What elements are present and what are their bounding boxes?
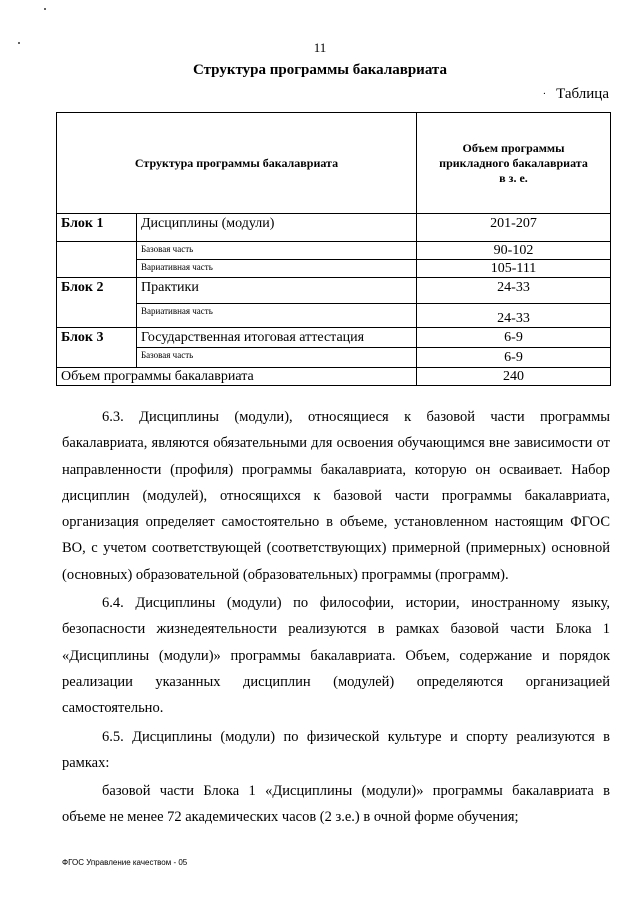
header-volume-line-2: прикладного бакалавриата: [439, 155, 588, 170]
block3-label: Блок 3: [57, 328, 137, 368]
page-number: 11: [313, 40, 327, 55]
block2-label: Блок 2: [57, 278, 137, 304]
paragraph-6-5-item: базовой части Блока 1 «Дисциплины (модули)» программы бакалавриата в объеме не менее 72 академических часов (2 з.е.) в очной форме обучения;: [62, 783, 610, 826]
header-volume: [417, 113, 611, 214]
block3-value: 6-9: [417, 328, 611, 348]
table-row: [57, 214, 611, 242]
block2-name: Практики: [137, 278, 417, 304]
paragraph-6-4: 6.4. Дисциплины (модули) по философии, истории, иностранному языку, безопасности жизнедеятельности реализуются в рамках базовой части Блока 1 «Дисциплины (модули)» программы бакалавриата. Объем, содержание и порядок реализации указанных дисциплин (модулей) определяются организацией самостоятельно.: [62, 595, 610, 717]
block2-var-value: 24-33: [417, 304, 611, 328]
block2-var-name: Вариативная часть: [137, 304, 417, 328]
footer-text: ФГОС Управление качеством - 05: [62, 858, 188, 867]
body-text: [62, 404, 610, 831]
block1-base-value: 90-102: [417, 242, 611, 260]
block1-label: Блок 1: [57, 214, 137, 242]
paragraph-6-5: 6.5. Дисциплины (модули) по физической культуре и спорту реализуются в рамках:: [62, 728, 610, 771]
document-title: Структура программы бакалавриата: [193, 62, 447, 78]
block1-var-value: 105-111: [417, 260, 611, 278]
block1-empty-cell: [57, 242, 137, 278]
block1-base-name: Базовая часть: [137, 242, 417, 260]
block2-empty-cell: [57, 304, 137, 328]
table-row: [57, 242, 611, 260]
block1-value: 201-207: [417, 214, 611, 242]
paragraph-6-3: 6.3. Дисциплины (модули), относящиеся к базовой части программы бакалавриата, являются обязательными для освоения обучающимся вне зависимости от направленности (профиля) программы бакалавриата, которую он осваивает. Набор дисциплин (модулей), относящихся к базовой части программы бакалавриата, организация определяет самостоятельно в объеме, установленном настоящим ФГОС ВО, с учетом соответствующей (соответствующих) примерной (примерных) основной (основных) образовательной (образовательных) программы (программ).: [62, 409, 610, 583]
dot-mark: ·: [542, 89, 547, 101]
table-row: [57, 260, 611, 278]
program-structure-table: [56, 112, 611, 386]
table-row: [57, 328, 611, 348]
table-caption: [543, 86, 609, 103]
table-row: [57, 278, 611, 304]
total-value: 240: [417, 368, 611, 386]
block3-base-value: 6-9: [417, 348, 611, 368]
block3-base-name: Базовая часть: [137, 348, 417, 368]
block1-name: Дисциплины (модули): [137, 214, 417, 242]
header-volume-line-1: Объем программы: [462, 140, 565, 155]
table-caption-text: Таблица: [556, 86, 609, 102]
block2-value: 24-33: [417, 278, 611, 304]
header-structure: Структура программы бакалавриата: [57, 113, 417, 214]
block1-var-name: Вариативная часть: [137, 260, 417, 278]
table-row: [57, 304, 611, 328]
table-row: [57, 368, 611, 386]
block3-name: Государственная итоговая аттестация: [137, 328, 417, 348]
table-row: [57, 348, 611, 368]
header-volume-line-3: в з. е.: [499, 170, 528, 185]
total-label: Объем программы бакалавриата: [57, 368, 417, 386]
table-header-row: [57, 113, 611, 214]
